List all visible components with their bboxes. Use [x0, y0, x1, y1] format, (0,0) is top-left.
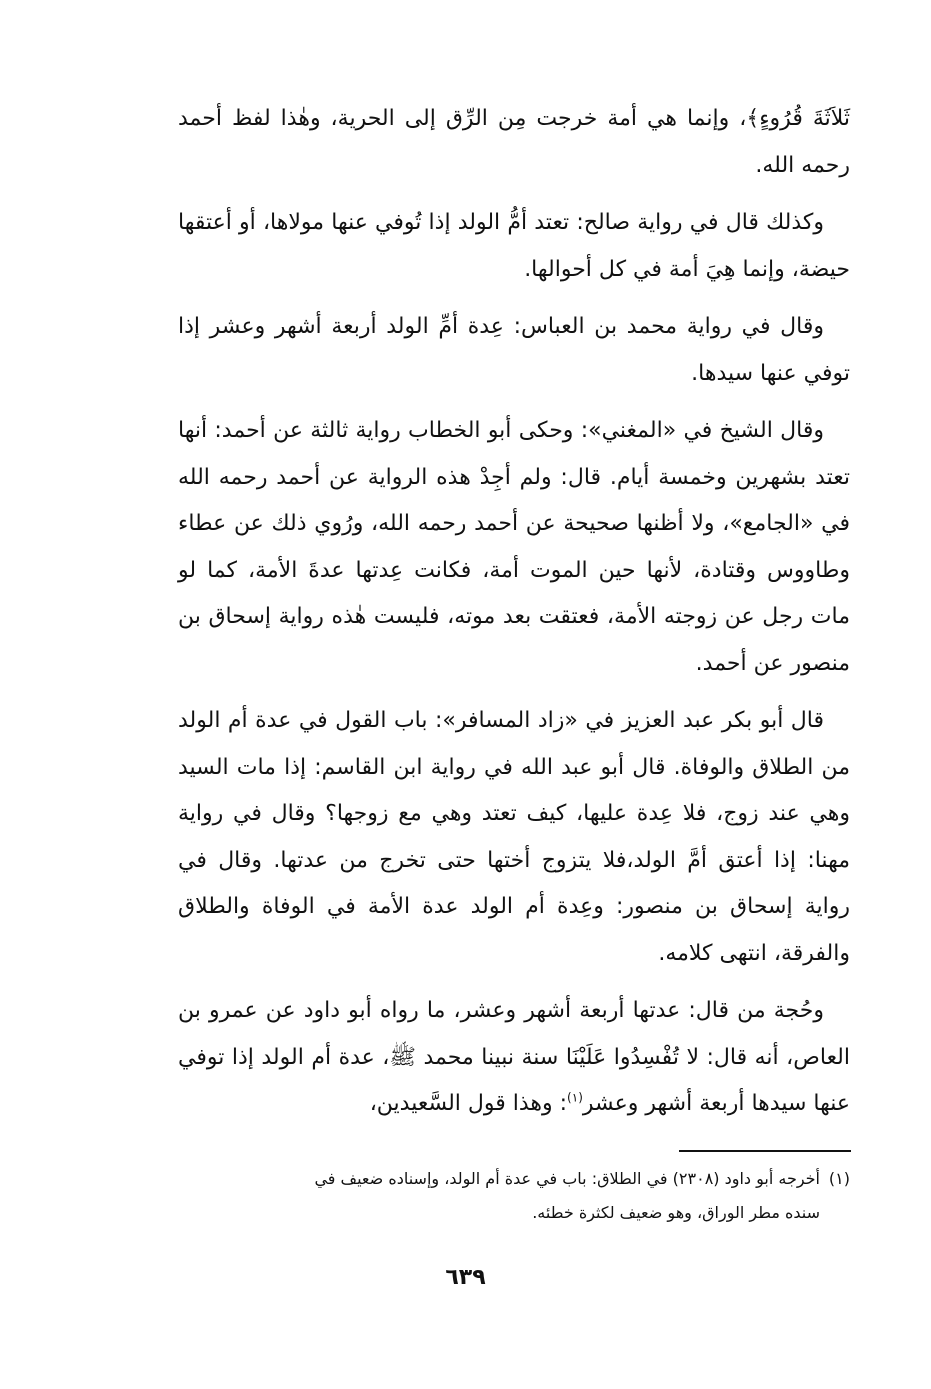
text-line: والفرقة، انتهى كلامه. — [658, 940, 850, 966]
page-number: ٦٣٩ — [445, 1265, 486, 1290]
footnote-number: (١) — [828, 1169, 850, 1188]
text-line: مهنا: إذا أعتق أمَّ الولد،فلا يتزوج أختها حتى تخرج من عدتها. وقال في — [178, 847, 850, 873]
text-line: من الطلاق والوفاة. قال أبو عبد الله في رواية ابن القاسم: إذا مات السيد — [178, 754, 850, 780]
text-line: قال أبو بكر عبد العزيز في «زاد المسافر»: باب القول في عدة أم الولد — [178, 708, 824, 733]
text-line: أنها تعتد بشهرين وخمسة أيام. قال: ولم أجِدْ هذه الرواية عن أحمد رحمه — [178, 418, 850, 490]
text-line: عمرو بن العاص، أنه قال: لا تُفْسِدُوا عَلَيْنَا سنة نبينا محمد ﷺ، عدة أم — [178, 998, 851, 1070]
text-line: وكذلك قال في رواية صالح: تعتد أمُّ الولد إذا تُوفي عنها مولاها، أو — [239, 210, 824, 235]
paragraph-6 — [178, 988, 850, 1128]
footnote — [178, 1162, 850, 1230]
text-line: عطاء وطاووس وقتادة، لأنها حين الموت أمة، فكانت عِدتها عدةَ الأمة، كما — [178, 511, 850, 583]
text-line: ثَلاَثَةَ قُرُوءٍ﴾، وإنما هي أمة خرجت مِن الرِّق إلى الحرية، وهٰذا لفظ أحمد — [178, 106, 850, 131]
text-line: الولد إذا توفي عنها سيدها أربعة أشهر وعشر — [178, 1044, 850, 1116]
text-line: : وهذا قول السَّعيدين، — [369, 1091, 568, 1116]
text-line: وقال في رواية محمد بن العباس: عِدة أمِّ الولد أربعة أشهر وعشر إذا — [178, 314, 824, 339]
text-line: توفي عنها سيدها. — [691, 360, 850, 386]
text-line: رواية إسحاق بن منصور: وعِدة أم الولد عدة الأمة في الوفاة والطلاق — [178, 894, 850, 919]
text-line: أعتقها حيضة، وإنما هِيَ أمة في كل أحوالها. — [178, 210, 850, 282]
text-line: وهي عند زوج، فلا عِدة عليها، كيف تعتد وهي مع زوجها؟ وقال في رواية — [178, 801, 850, 826]
paragraph-3 — [178, 304, 850, 397]
text-line: وقال الشيخ في «المغني»: وحكى أبو الخطاب رواية ثالثة عن أحمد: — [214, 418, 824, 443]
paragraph-5 — [178, 698, 850, 977]
main-text — [178, 96, 850, 1139]
footnote-line: أخرجه أبو داود (٢٣٠٨) في الطلاق: باب في عدة أم الولد، وإسناده ضعيف في — [314, 1169, 820, 1188]
footnote-divider — [679, 1150, 851, 1152]
text-line: الله في «الجامع»، ولا أظنها صحيحة عن أحمد رحمه الله، ورُوي ذلك عن — [178, 464, 850, 536]
text-line: وحُجة من قال: عدتها أربعة أشهر وعشر، ما رواه أبو داود عن — [265, 998, 824, 1023]
text-line: لو مات رجل عن زوجته الأمة، فعتقت بعد موته، فليست هٰذه رواية — [178, 557, 850, 629]
paragraph-4 — [178, 408, 850, 687]
paragraph-2 — [178, 200, 850, 293]
text-line: رحمه الله. — [755, 152, 850, 178]
footnote-reference[interactable]: (١) — [567, 1090, 583, 1105]
paragraph-1 — [178, 96, 850, 189]
text-line: إسحاق بن منصور عن أحمد. — [178, 604, 850, 676]
footnote-line: سنده مطر الوراق، وهو ضعيف لكثرة خطئه. — [532, 1203, 820, 1222]
